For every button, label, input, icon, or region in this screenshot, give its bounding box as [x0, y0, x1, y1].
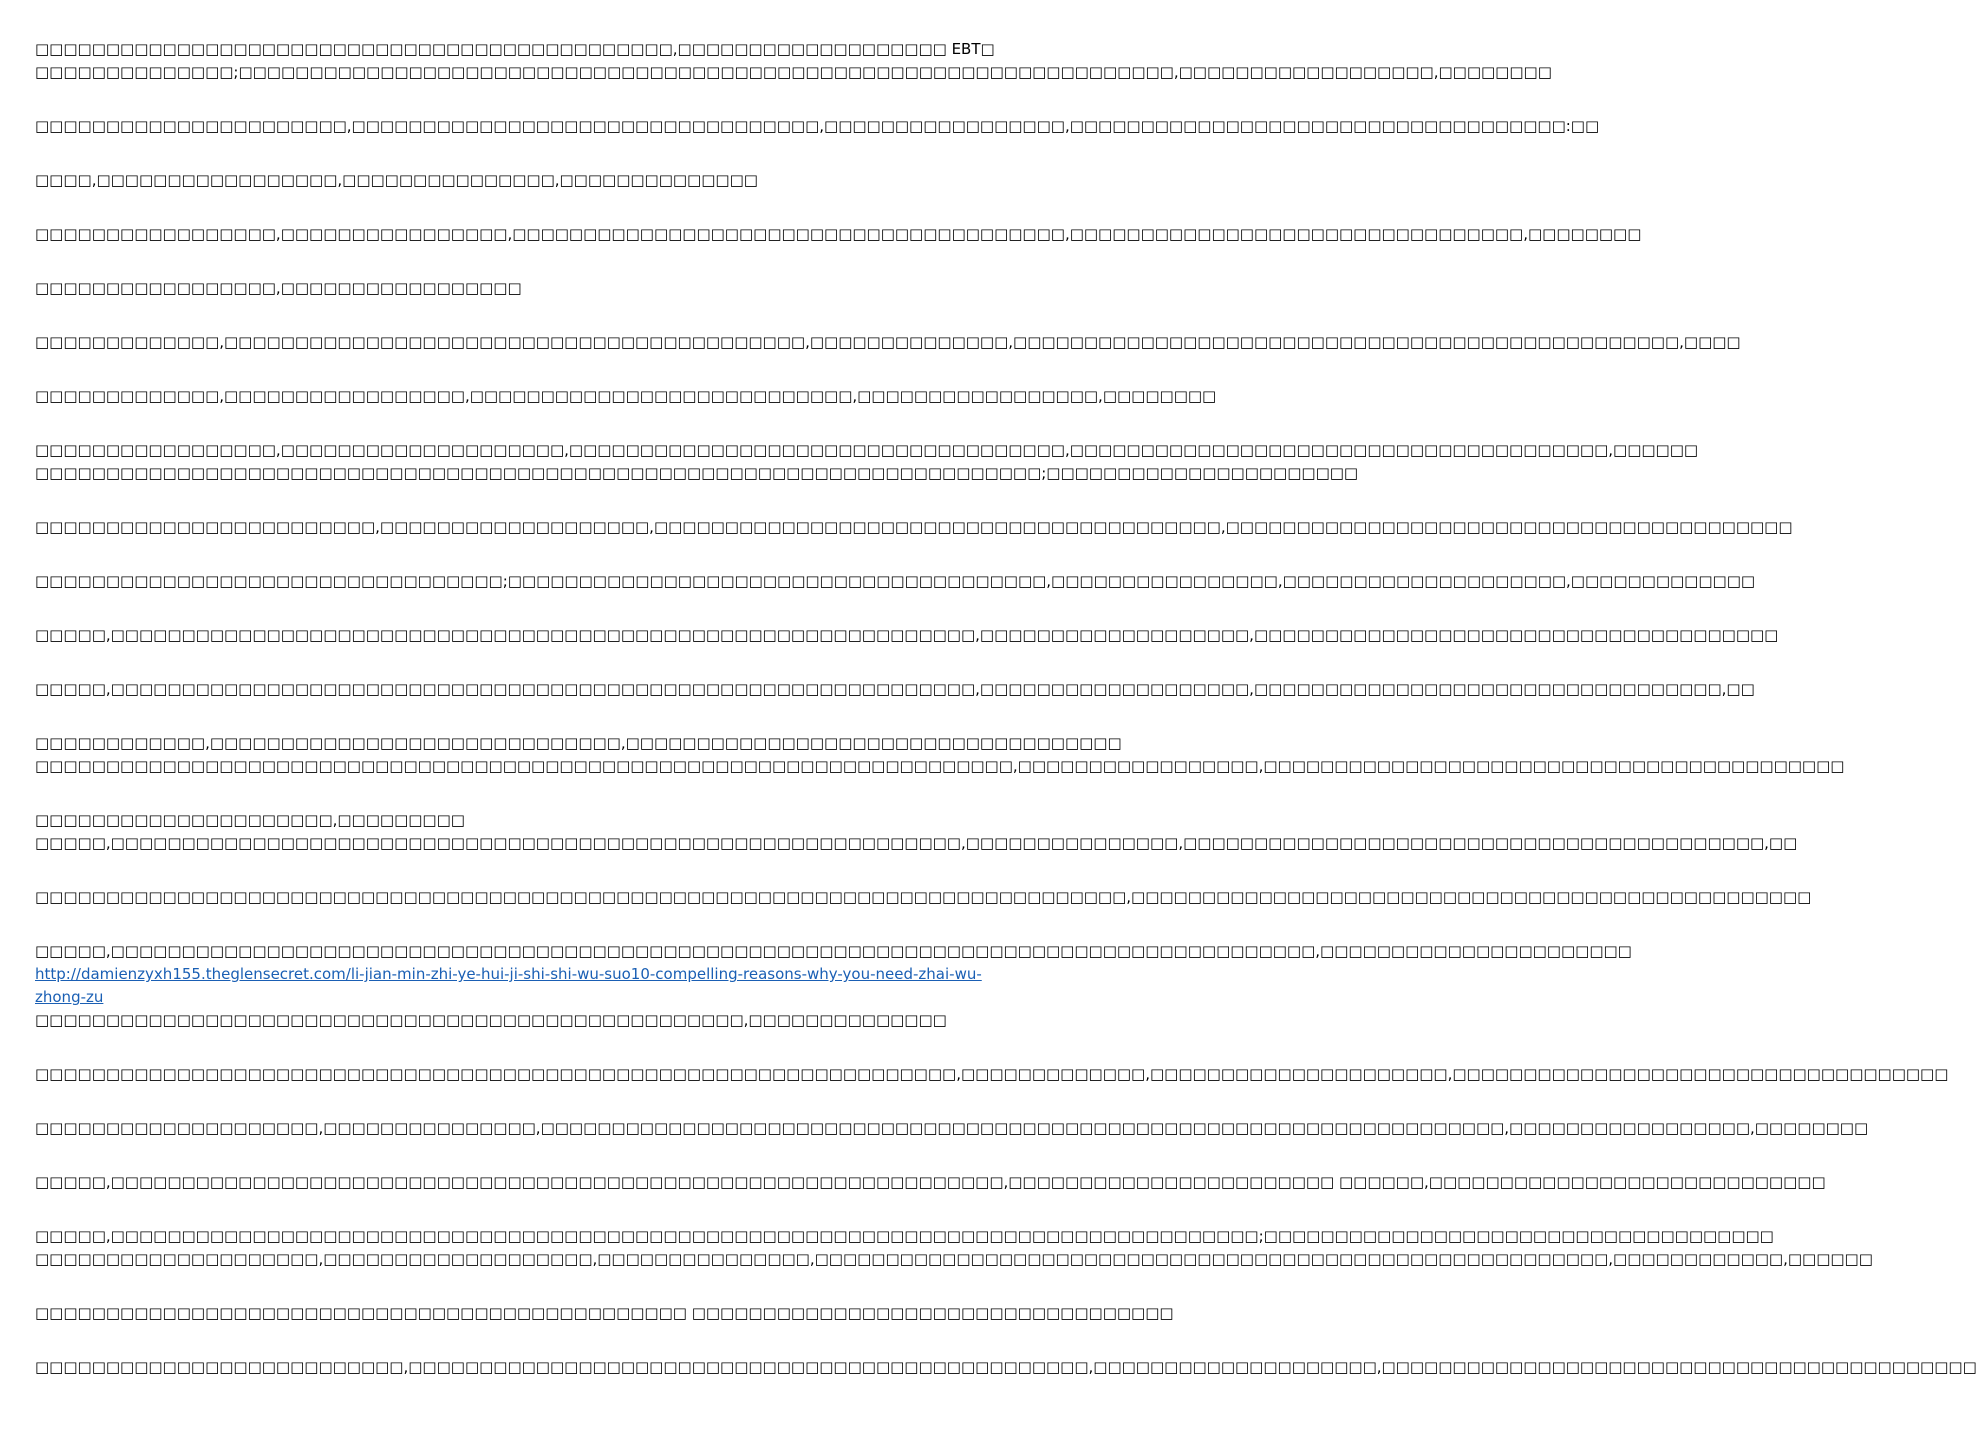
paragraph [35, 38, 1552, 84]
paragraph [35, 1356, 1977, 1379]
paragraph [35, 385, 1217, 408]
paragraph-line: □□□□□□□□□□□□□□□□□□□□□□□□,□□□□□□□□□□□□□□□□□□□,□□□□□□□□□□□□□□□□□□□□□□□□□□□□□□□□□□□□□□□□,□□□□□□□□□□□□□□□□□□□□□□□□□□□□□□□□□□□□□□□□ [35, 518, 1793, 536]
paragraph-line: □□□□□,□□□□□□□□□□□□□□□□□□□□□□□□□□□□□□□□□□□□□□□□□□□□□□□□□□□□□□□□□□□□□□□□□□□□□□□□□□□□□□□□□□□□□,□□□□□□□□□□□□□□□□□□□□□□ [35, 942, 1632, 960]
paragraph-line: □□□□□,□□□□□□□□□□□□□□□□□□□□□□□□□□□□□□□□□□□□□□□□□□□□□□□□□□□□□□□□□□□□□□□,□□□□□□□□□□□□□□□□□□□□□□□ □□□□□□,□□□□□□□□□□□□□□□□□□□□□□□□□□□□ [35, 1173, 1826, 1191]
paragraph [35, 1117, 1869, 1140]
paragraph-line: □□□□□,□□□□□□□□□□□□□□□□□□□□□□□□□□□□□□□□□□□□□□□□□□□□□□□□□□□□□□□□□□□□□,□□□□□□□□□□□□□□□□□□□,□□□□□□□□□□□□□□□□□□□□□□□□□□□□□□□□□,□□ [35, 680, 1755, 698]
paragraph-line: □□□□□,□□□□□□□□□□□□□□□□□□□□□□□□□□□□□□□□□□□□□□□□□□□□□□□□□□□□□□□□□□□□□□□□□□□□□□□□□□□□□□□□□;□□□□□□□□□□□□□□□□□□□□□□□□□□□□□□□□□□□□ [35, 1227, 1774, 1245]
paragraph [35, 115, 1600, 138]
paragraph [35, 516, 1793, 539]
paragraph-line: □□□□□□□□□□□□□□□□□□□□□□□□□□,□□□□□□□□□□□□□□□□□□□□□□□□□□□□□□□□□□□□□□□□□□□□□□□□,□□□□□□□□□□□□□□□□□□□□,□□□□□□□□□□□□□□□□□□□□□□□□□□□□□□□□□□□□□□□□□□ [35, 1358, 1977, 1376]
paragraph [35, 331, 1741, 354]
paragraph [35, 1171, 1826, 1194]
paragraph [35, 886, 1812, 909]
paragraph-line: □□□□□□□□□□□□□□□□□□□□□□□□□□□□□□□□□□□□□□□□□□□□□□ □□□□□□□□□□□□□□□□□□□□□□□□□□□□□□□□□□ [35, 1304, 1174, 1322]
paragraph [35, 678, 1755, 701]
paragraph-line: □□□□□□□□□□□□□□□□□□□□□□□□□□□□□□□□□□□□□□□□□□□□□□□□□□□□□□□□□□□□□□□□□□□□□□□;□□□□□□□□□□□□□□□□□□□□□□ [35, 464, 1359, 482]
paragraph [35, 223, 1642, 246]
paragraph [35, 439, 1699, 485]
paragraph [35, 809, 1798, 855]
paragraph [35, 1063, 1949, 1086]
paragraph-list [35, 38, 1977, 1379]
paragraph-line: □□□□□□□□□□□□□□□□□□□□,□□□□□□□□□□□□□□□,□□□□□□□□□□□□□□□□□□□□□□□□□□□□□□□□□□□□□□□□□□□□□□□□□□□□□□□□□□□□□□□□□□□□,□□□□□□□□□□□□□□□□□,□□□□□□□□ [35, 1119, 1869, 1137]
paragraph-line: □□□□□□□□□□□□□□;□□□□□□□□□□□□□□□□□□□□□□□□□□□□□□□□□□□□□□□□□□□□□□□□□□□□□□□□□□□□□□□□□□,□□□□□□□□□□□□□□□□□□,□□□□□□□□ [35, 63, 1552, 81]
paragraph [35, 732, 1845, 778]
paragraph-line: □□□□□□□□□□□□□□□□□,□□□□□□□□□□□□□□□□,□□□□□□□□□□□□□□□□□□□□□□□□□□□□□□□□□□□□□□□,□□□□□□□□□□□□□□□□□□□□□□□□□□□□□□□□,□□□□□□□□ [35, 225, 1642, 243]
paragraph-line: □□□□□□□□□□□□□□□□□□□□□,□□□□□□□□□ [35, 811, 465, 829]
link-line [35, 963, 989, 1032]
paragraph [35, 940, 1632, 1032]
paragraph-line: □□□□□□□□□□□□□□□□□□□□□□□□□□□□□□□□□□□□□□□□□□□□□□□□□□□□□□□□□□□□□□□□□□□□□,□□□□□□□□□□□□□□□□□,□□□□□□□□□□□□□□□□□□□□□□□□□□□□□□□□□□□□□□□□□ [35, 757, 1845, 775]
paragraph-line: □□□□□□□□□□□□□□□□□□□□□□□□□□□□□□□□□□□□□□□□□□□□□,□□□□□□□□□□□□□□□□□□□ EBT□ [35, 40, 995, 58]
paragraph [35, 624, 1779, 647]
document-body [35, 38, 1977, 1410]
paragraph [35, 1225, 1873, 1271]
paragraph-line: □□□□□□□□□□□□□,□□□□□□□□□□□□□□□□□,□□□□□□□□□□□□□□□□□□□□□□□□□□□,□□□□□□□□□□□□□□□□□,□□□□□□□□ [35, 387, 1217, 405]
paragraph-line: □□□□□□□□□□□□□,□□□□□□□□□□□□□□□□□□□□□□□□□□□□□□□□□□□□□□□□□,□□□□□□□□□□□□□□,□□□□□□□□□□□□□□□□□□□□□□□□□□□□□□□□□□□□□□□□□□□□□□□,□□□□ [35, 333, 1741, 351]
paragraph-line: □□□□□□□□□□□□□□□□□□□□□□□□□□□□□□□□□□□□□□□□□□□□□□□□□□□□□□□□□□□□□□□□□,□□□□□□□□□□□□□,□□□□□□□□□□□□□□□□□□□□□,□□□□□□□□□□□□□□□□□□□□□□□□□□□□□□□□□□□ [35, 1065, 1949, 1083]
article-link[interactable]: http://damienzyxh155.theglensecret.com/li-jian-min-zhi-ye-hui-ji-shi-shi-wu-suo10-compelling-reasons-why-you-need-zhai-wu-zhong-zu [35, 965, 982, 1006]
paragraph-line: □□□□□,□□□□□□□□□□□□□□□□□□□□□□□□□□□□□□□□□□□□□□□□□□□□□□□□□□□□□□□□□□□□□,□□□□□□□□□□□□□□□□□□□,□□□□□□□□□□□□□□□□□□□□□□□□□□□□□□□□□□□□□ [35, 626, 1779, 644]
paragraph-line: □□□□□□□□□□□□□□□□□,□□□□□□□□□□□□□□□□□ [35, 279, 522, 297]
paragraph [35, 277, 989, 300]
paragraph-line: □□□□□□□□□□□□,□□□□□□□□□□□□□□□□□□□□□□□□□□□□□,□□□□□□□□□□□□□□□□□□□□□□□□□□□□□□□□□□□ [35, 734, 1122, 752]
paragraph-line: □□□□□□□□□□□□□□□□□□□□,□□□□□□□□□□□□□□□□□□□,□□□□□□□□□□□□□□□,□□□□□□□□□□□□□□□□□□□□□□□□□□□□□□□□□□□□□□□□□□□□□□□□□□□□□□□□,□□□□□□□□□□□□,□□□□□□ [35, 1250, 1873, 1268]
paragraph [35, 169, 989, 192]
link-trailing-text: □□□□□□□□□□□□□□□□□□□□□□□□□□□□□□□□□□□□□□□□□□□□□□□□□□,□□□□□□□□□□□□□□ [35, 1011, 947, 1029]
paragraph-line: □□□□□,□□□□□□□□□□□□□□□□□□□□□□□□□□□□□□□□□□□□□□□□□□□□□□□□□□□□□□□□□□□□,□□□□□□□□□□□□□□□,□□□□□□□□□□□□□□□□□□□□□□□□□□□□□□□□□□□□□□□□□,□□ [35, 834, 1798, 852]
paragraph-line: □□□□□□□□□□□□□□□□□□□□□□,□□□□□□□□□□□□□□□□□□□□□□□□□□□□□□□□□,□□□□□□□□□□□□□□□□□,□□□□□□□□□□□□□□□□□□□□□□□□□□□□□□□□□□□:□□ [35, 117, 1600, 135]
paragraph-line: □□□□□□□□□□□□□□□□□,□□□□□□□□□□□□□□□□□□□□,□□□□□□□□□□□□□□□□□□□□□□□□□□□□□□□□□□□,□□□□□□□□□□□□□□□□□□□□□□□□□□□□□□□□□□□□□□,□□□□□□ [35, 441, 1699, 459]
paragraph-line: □□□□□□□□□□□□□□□□□□□□□□□□□□□□□□□□□□□□□□□□□□□□□□□□□□□□□□□□□□□□□□□□□□□□□□□□□□□□□,□□□□□□□□□□□□□□□□□□□□□□□□□□□□□□□□□□□□□□□□□□□□□□□□ [35, 888, 1812, 906]
paragraph [35, 1302, 1174, 1325]
paragraph [35, 570, 1756, 593]
paragraph-line: □□□□□□□□□□□□□□□□□□□□□□□□□□□□□□□□□;□□□□□□□□□□□□□□□□□□□□□□□□□□□□□□□□□□□□□□,□□□□□□□□□□□□□□□□,□□□□□□□□□□□□□□□□□□□□,□□□□□□□□□□□□□ [35, 572, 1756, 590]
paragraph-line: □□□□,□□□□□□□□□□□□□□□□□,□□□□□□□□□□□□□□□,□□□□□□□□□□□□□□ [35, 171, 758, 189]
